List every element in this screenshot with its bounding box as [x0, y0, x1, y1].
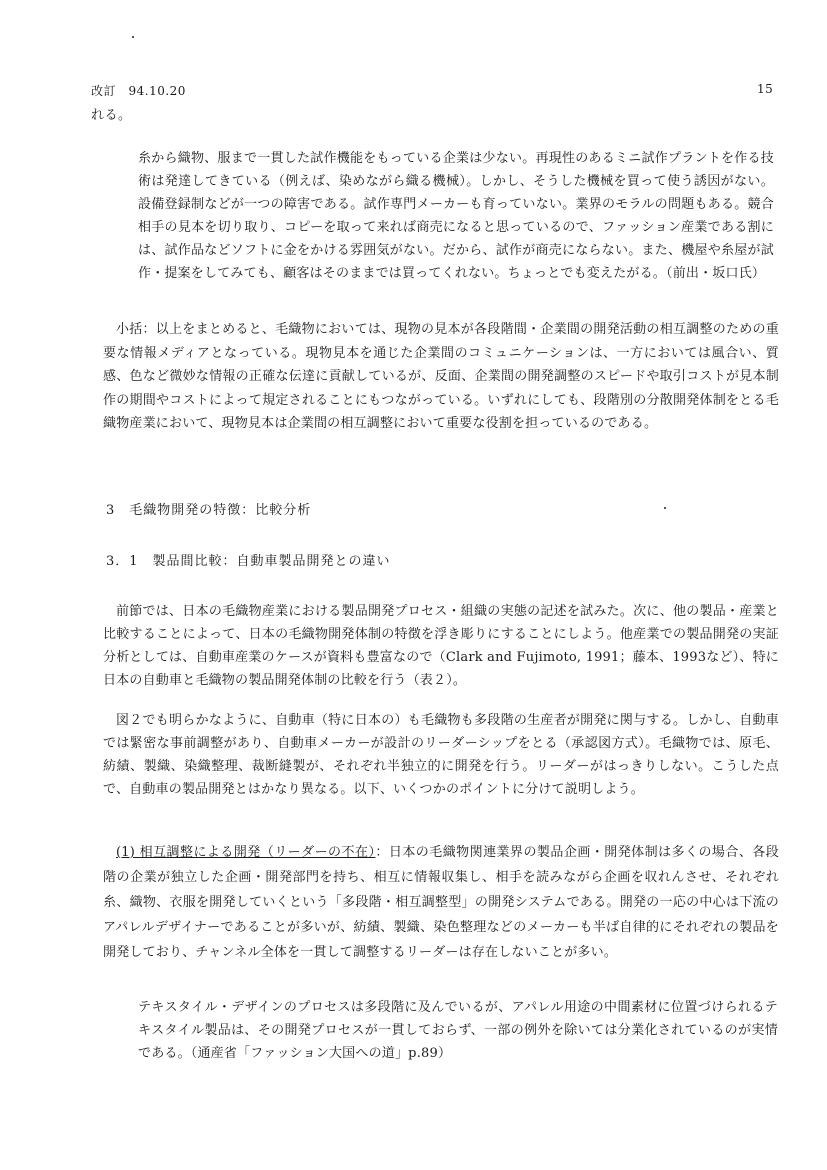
summary-paragraph: 小括：以上をまとめると、毛織物においては、現物の見本が各段階間・企業間の開発活動の相互調整のための重要な情報メディアとなっている。現物見本を通じた企業間のコミュニケーションは、一方においては風合い、質感、色など微妙な情報の正確な伝達に貢献しているが、反面、企業間の開発調整のスピードや取引コストが見本制作の期間やコストによって規定されることにもつながっている。いずれにしても、段階別の分散開発体制をとる毛織物産業において、現物見本は企業間の相互調整において重要な役割を担っているのである。	[103, 322, 779, 431]
section-3-1-heading: 3．1 製品間比較：自動車製品開発との違い	[106, 554, 391, 569]
point-1-text: ：日本の毛織物関連業界の製品企画・開発体制は多くの場合、各段階の企業が独立した企画・開発部門を持ち、相互に情報収集し、相手を読みながら企画を収れんさせ、それぞれ糸、織物、衣服を開発していくという「多段階・相互調整型」の開発システムである。開発の一応の中心は下流のアパレルデザイナーであることが多いが、紡績、製織、染色整理などのメーカーも半ば自律的にそれぞれの製品を開発しており、チャンネル全体を一貫して調整するリーダーは存在しないことが多い。	[103, 845, 779, 960]
scan-speck	[132, 36, 134, 38]
quote-block-1: 糸から織物、服まで一貫した試作機能をもっている企業は少ない。再現性のあるミニ試作プラントを作る技術は発達してきている（例えば、染めながら織る機械）。しかし、そうした機械を買って使う誘因がない。設備登録制などが一つの障害である。試作専門メーカーも育っていない。業界のモラルの問題もある。競合相手の見本を切り取り、コピーを取って来れば商売になると思っているので、ファッション産業である割には、試作品などソフトに金をかける雰囲気がない。だから、試作が商売にならない。また、機屋や糸屋が試作・提案をしてみても、顧客はそのままでは買ってくれない。ちょっとでも変えたがる。（前出・坂口氏）	[138, 151, 774, 281]
paragraph-comparison-intro: 前節では、日本の毛織物産業における製品開発プロセス・組織の実態の記述を試みた。次に、他の製品・産業と比較することによって、日本の毛織物開発体制の特徴を浮き彫りにすることにしよう。他産業での製品開発の実証分析としては、自動車産業のケースが資料も豊富なので（Clark and Fujimoto, 1991；藤本、1993など）、特に日本の自動車と毛織物の製品開発体制の比較を行う（表２）。	[103, 604, 779, 688]
point-1-label: (1) 相互調整による開発（リーダーの不在）	[116, 845, 376, 860]
paragraph-figure-2: 図２でも明らかなように、自動車（特に日本の）も毛織物も多段階の生産者が開発に関与する。しかし、自動車では緊密な事前調整があり、自動車メーカーが設計のリーダーシップをとる（承認図方式）。毛織物では、原毛、紡績、製織、染織整理、裁断縫製が、それぞれ半独立的に開発を行う。リーダーがはっきりしない。こうした点で、自動車の製品開発とはかなり異なる。以下、いくつかのポイントに分けて説明しよう。	[103, 713, 779, 797]
point-1-paragraph	[103, 840, 779, 965]
page-number: 15	[757, 82, 774, 96]
section-3-heading: 3 毛織物開発の特徴：比較分析	[106, 503, 312, 518]
revision-date: 改訂 94.10.20	[91, 84, 186, 98]
quote-block-2: テキスタイル・デザインのプロセスは多段階に及んでいるが、アパレル用途の中間素材に位置づけられるテキスタイル製品は、その開発プロセスが一貫しておらず、一部の例外を除いては分業化されているのが実情である。（通産省「ファッション大国への道」p.89）	[138, 1000, 778, 1061]
continuation-text: れる。	[91, 108, 132, 123]
scan-speck	[664, 507, 666, 509]
